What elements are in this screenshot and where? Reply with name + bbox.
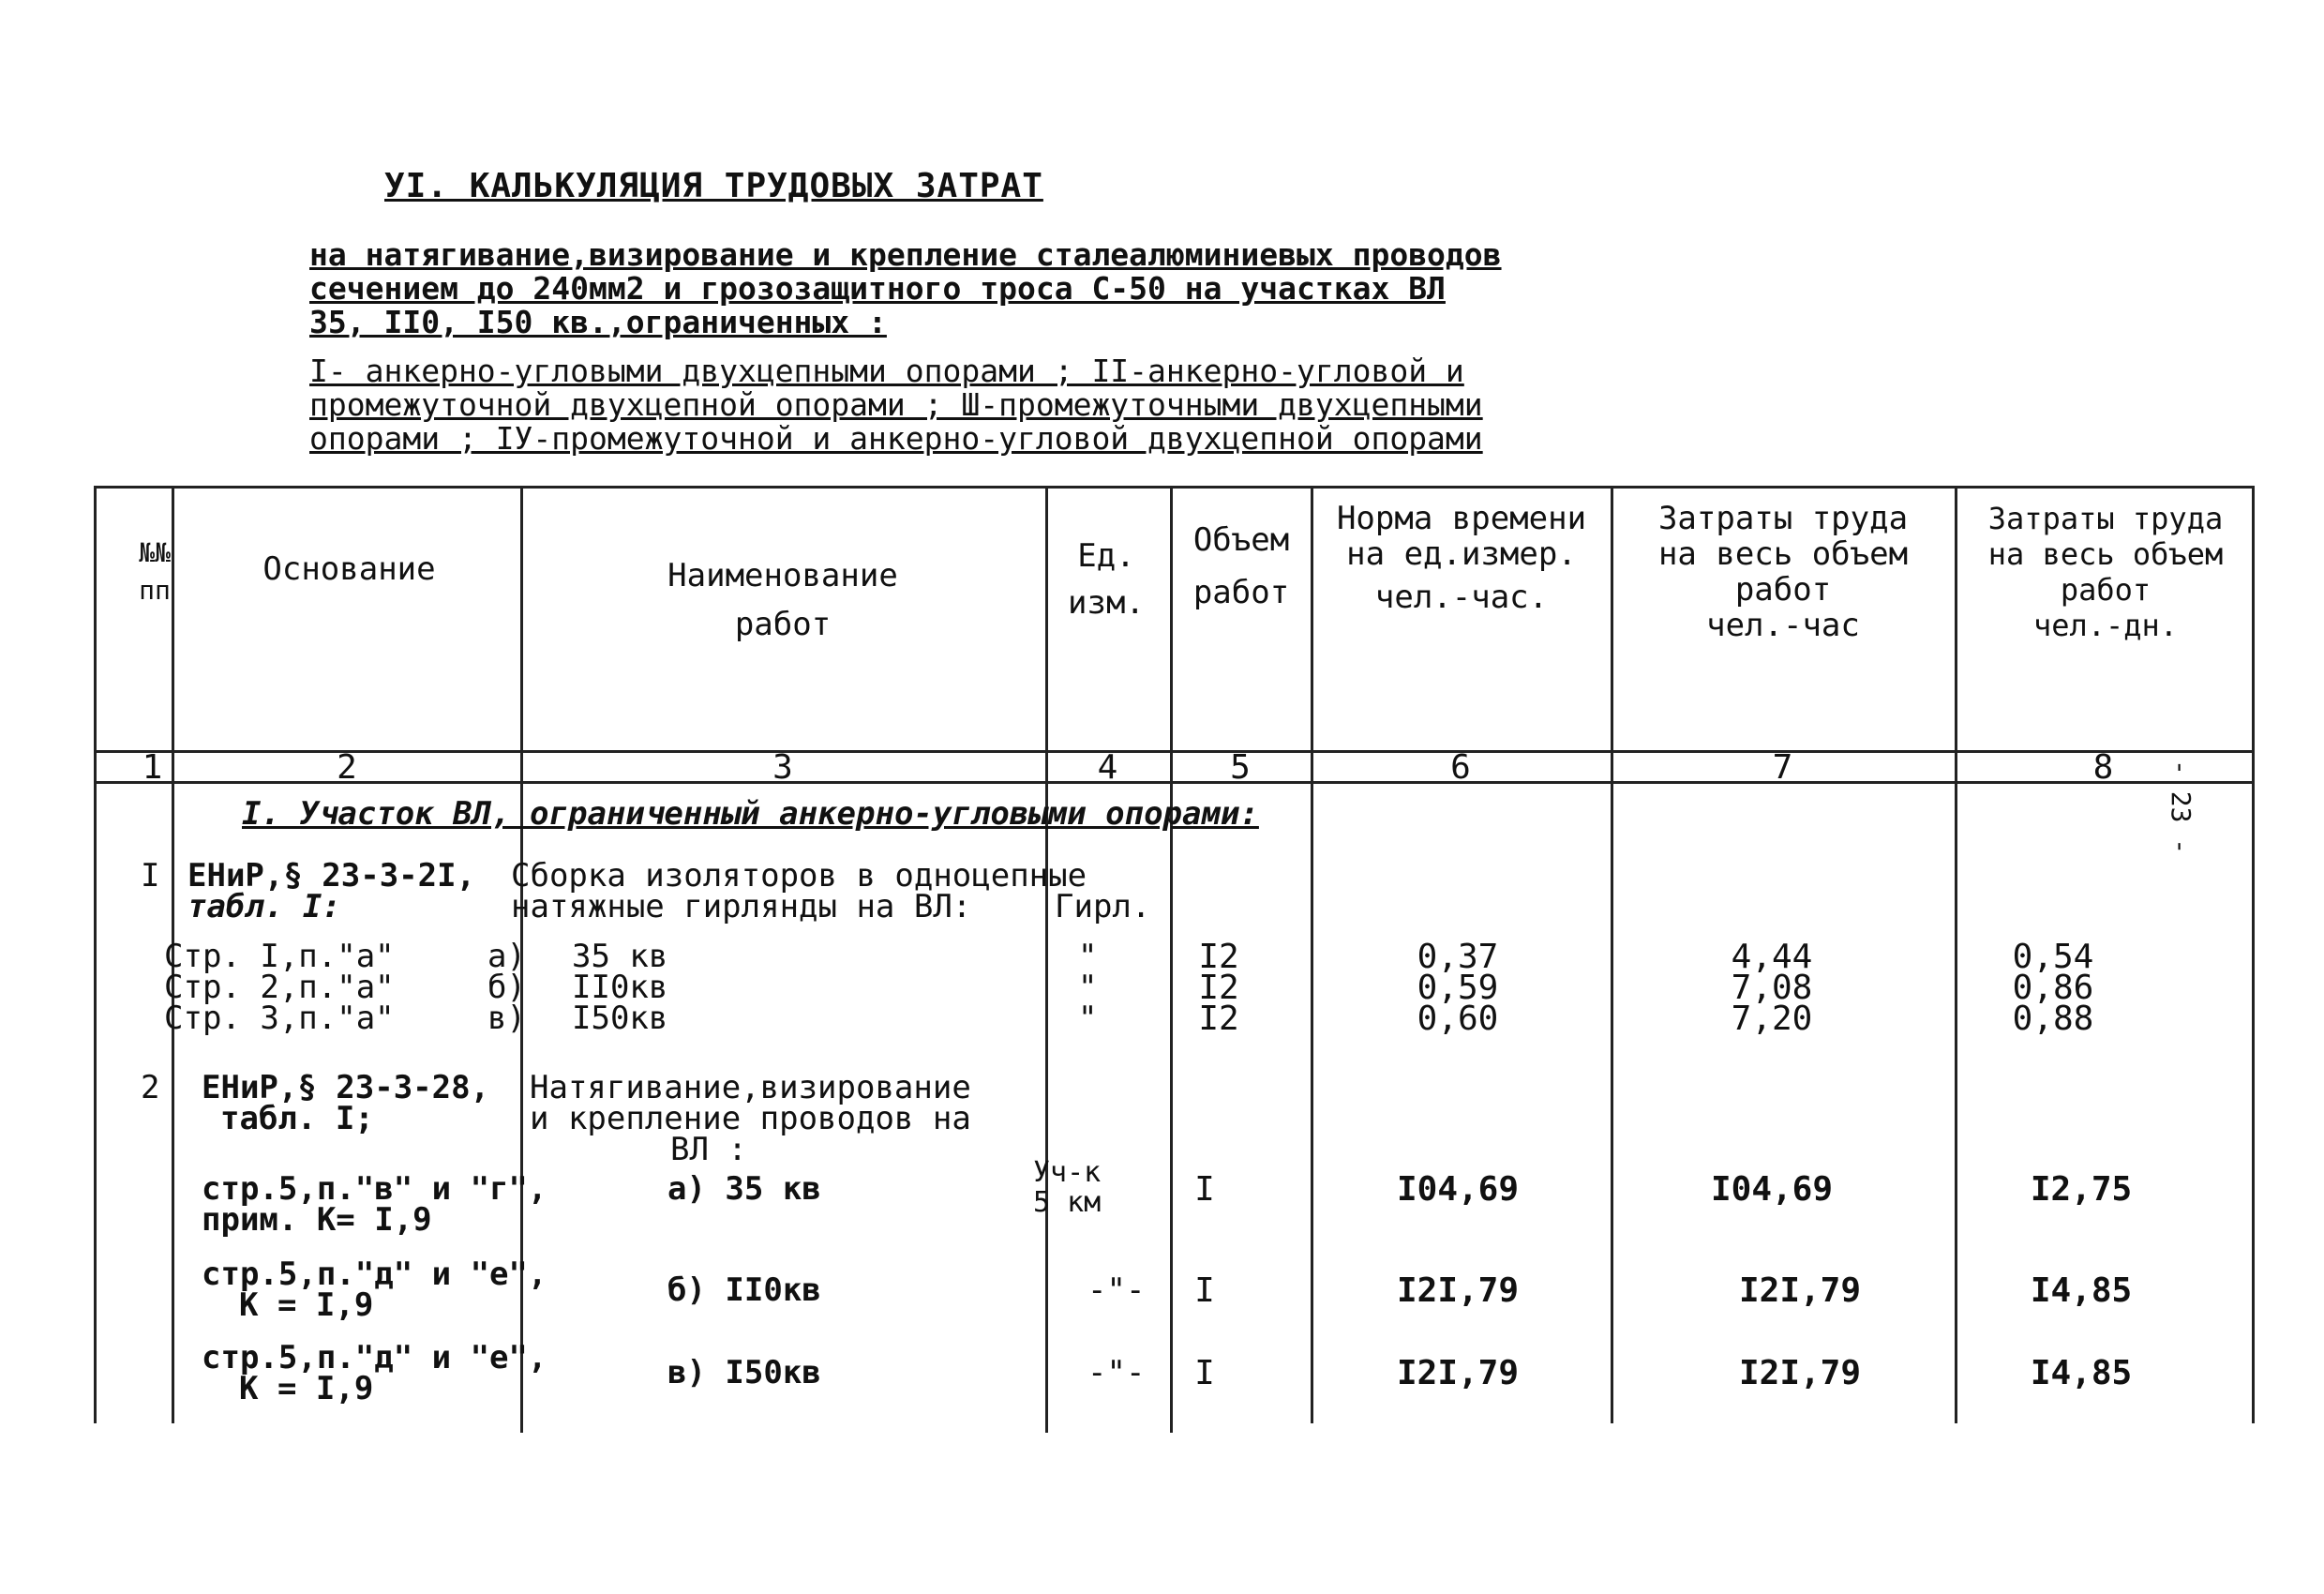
column-line [1045, 486, 1048, 1433]
header-labor-days [1959, 501, 2252, 643]
row-name: I50кв [572, 1000, 668, 1037]
column-line [2252, 486, 2255, 1423]
row-unit: " [1078, 1000, 1098, 1037]
item1-name-line: натяжные гирлянды на ВЛ: [511, 888, 972, 925]
row-basis-line: стр.5,п."д" и "е", [202, 1256, 547, 1293]
header-labor-hours-line: работ [1734, 571, 1832, 609]
row-name: 35 кв [572, 938, 668, 975]
header-unit-line: изм. [1068, 584, 1145, 622]
row-basis: Стр. 3,п."а" [164, 1000, 395, 1037]
row-norm: I04,69 [1396, 1170, 1520, 1209]
row-name: б) II0кв [667, 1271, 821, 1309]
item2-basis [202, 1069, 490, 1137]
row-letter: а) [487, 938, 526, 975]
row-volume: I [1194, 1170, 1215, 1209]
column-number: 3 [772, 748, 793, 787]
header-col1-line: пп [139, 575, 171, 606]
header-labor-hours-line: Затраты труда [1657, 500, 1909, 537]
header-work-name [525, 551, 1041, 649]
page-title: УI. КАЛЬКУЛЯЦИЯ ТРУДОВЫХ ЗАТРАТ [384, 167, 1043, 205]
item1-basis [187, 857, 476, 925]
row-norm: I2I,79 [1396, 1354, 1520, 1392]
header-time-norm-line: Норма времени [1336, 500, 1587, 537]
row-labor-hours: 4,44 [1731, 938, 1813, 976]
row-volume: I2 [1198, 1000, 1239, 1038]
row-unit-line: 5 км [1033, 1186, 1102, 1219]
header-labor-hours-line: на весь объем [1657, 535, 1909, 573]
header-labor-hours-line: чел.-час [1706, 607, 1860, 644]
header-unit [1045, 533, 1167, 626]
row-basis-line: стр.5,п."в" и "г", [202, 1170, 547, 1208]
row-basis-line: К = I,9 [239, 1370, 374, 1407]
header-time-norm-line: на ед.измер. [1346, 535, 1577, 573]
row-name: II0кв [572, 969, 668, 1006]
types-line: промежуточной двухцепной опорами ; Ш-промежуточными двухцепными [309, 386, 1483, 423]
column-line [1611, 486, 1613, 1423]
row-unit-line: Уч-к [1033, 1156, 1102, 1189]
row-basis: Стр. 2,п."а" [164, 969, 395, 1006]
header-work-name-line: Наименование [667, 557, 898, 594]
row-basis [202, 1339, 547, 1407]
section-title: I. Участок ВЛ, ограниченный анкерно-угловыми опорами: [242, 795, 1259, 833]
header-labor-hours [1614, 501, 1952, 643]
row-letter: в) [487, 1000, 526, 1037]
header-volume-line: Объем [1192, 521, 1290, 559]
column-line [1311, 486, 1313, 1423]
row-basis-line: К = I,9 [239, 1286, 374, 1324]
page-marker-text: - 23 - [2166, 759, 2197, 855]
row-volume: I [1194, 1354, 1215, 1392]
row-norm: 0,37 [1417, 938, 1499, 976]
row-unit: " [1078, 938, 1098, 975]
column-number: 7 [1772, 748, 1793, 787]
subtitle-line: сечением до 240мм2 и грозозащитного троса С-50 на участках ВЛ [309, 270, 1446, 307]
item1-name [511, 857, 1087, 925]
row-labor-hours: 7,20 [1731, 1000, 1813, 1038]
row-name: в) I50кв [667, 1354, 821, 1391]
header-col1-line: №№ [139, 537, 171, 568]
header-volume-line: работ [1192, 574, 1290, 611]
row-unit: -"- [1087, 1354, 1146, 1391]
header-work-name-line: работ [734, 606, 832, 643]
row-volume: I2 [1198, 938, 1239, 976]
item1-basis-line: ЕНиР,§ 23-3-2I, [187, 857, 476, 895]
row-name: а) 35 кв [667, 1170, 821, 1208]
row-basis-line: стр.5,п."д" и "е", [202, 1339, 547, 1376]
item2-basis-line: табл. I; [220, 1100, 374, 1137]
header-time-norm [1312, 501, 1611, 615]
row-labor-hours: I2I,79 [1738, 1271, 1862, 1310]
row-unit: -"- [1087, 1271, 1146, 1309]
row-labor-days: I4,85 [2030, 1354, 2133, 1392]
row-basis: Стр. I,п."а" [164, 938, 395, 975]
header-labor-days-line: работ [2060, 572, 2152, 608]
row-norm: I2I,79 [1396, 1271, 1520, 1310]
header-labor-days-line: на весь объем [1987, 536, 2224, 572]
row-basis [202, 1256, 547, 1324]
page-marker [2154, 750, 2211, 891]
row-letter: б) [487, 969, 526, 1006]
column-number: 5 [1230, 748, 1251, 787]
row-volume: I2 [1198, 969, 1239, 1007]
column-number: 1 [142, 748, 163, 787]
column-line [94, 486, 97, 1423]
subtitle-line: 35, II0, I50 кв.,ограниченных : [309, 304, 887, 340]
item1-unit: Гирл. [1055, 888, 1151, 925]
header-volume [1172, 514, 1311, 619]
row-labor-days: 0,88 [2012, 1000, 2094, 1038]
header-unit-line: Ед. [1077, 537, 1135, 575]
row-norm: 0,59 [1417, 969, 1499, 1007]
item2-number: 2 [141, 1069, 160, 1106]
item2-name [530, 1069, 971, 1168]
item2-name-line: ВЛ : [670, 1131, 747, 1168]
subtitle-line: на натягивание,визирование и крепление сталеалюминиевых проводов [309, 236, 1502, 273]
row-basis [202, 1170, 547, 1239]
row-labor-hours: 7,08 [1731, 969, 1813, 1007]
column-number: 8 [2092, 748, 2114, 787]
item2-name-line: и крепление проводов на [530, 1100, 971, 1137]
row-labor-days: I2,75 [2030, 1170, 2133, 1209]
header-col1 [131, 534, 178, 609]
row-basis-line: прим. К= I,9 [202, 1201, 432, 1239]
row-unit [1033, 1158, 1101, 1218]
table-top-border [94, 486, 2255, 489]
header-labor-days-line: чел.-дн. [2032, 608, 2179, 643]
types-line: I- анкерно-угловыми двухцепными опорами ; II-анкерно-угловой и [309, 353, 1464, 389]
row-labor-hours: I2I,79 [1738, 1354, 1862, 1392]
column-line [1955, 486, 1957, 1423]
column-number: 4 [1097, 748, 1118, 787]
item1-basis-line: табл. I: [187, 888, 341, 925]
row-volume: I [1194, 1271, 1215, 1310]
column-number: 6 [1450, 748, 1471, 787]
header-time-norm-line: чел.-час. [1374, 579, 1549, 616]
row-norm: 0,60 [1417, 1000, 1499, 1038]
row-labor-days: I4,85 [2030, 1271, 2133, 1310]
row-labor-hours: I04,69 [1710, 1170, 1834, 1209]
item1-name-line: Сборка изоляторов в одноцепные [511, 857, 1087, 895]
header-basis: Основание [262, 550, 436, 588]
item2-basis-line: ЕНиР,§ 23-3-28, [202, 1069, 490, 1106]
row-labor-days: 0,54 [2012, 938, 2094, 976]
row-labor-days: 0,86 [2012, 969, 2094, 1007]
types-line: опорами ; IУ-промежуточной и анкерно-угловой двухцепной опорами [309, 420, 1483, 457]
item1-number: I [141, 857, 160, 895]
header-labor-days-line: Затраты труда [1987, 501, 2224, 536]
row-unit: " [1078, 969, 1098, 1006]
column-number: 2 [337, 748, 357, 787]
item2-name-line: Натягивание,визирование [530, 1069, 971, 1106]
